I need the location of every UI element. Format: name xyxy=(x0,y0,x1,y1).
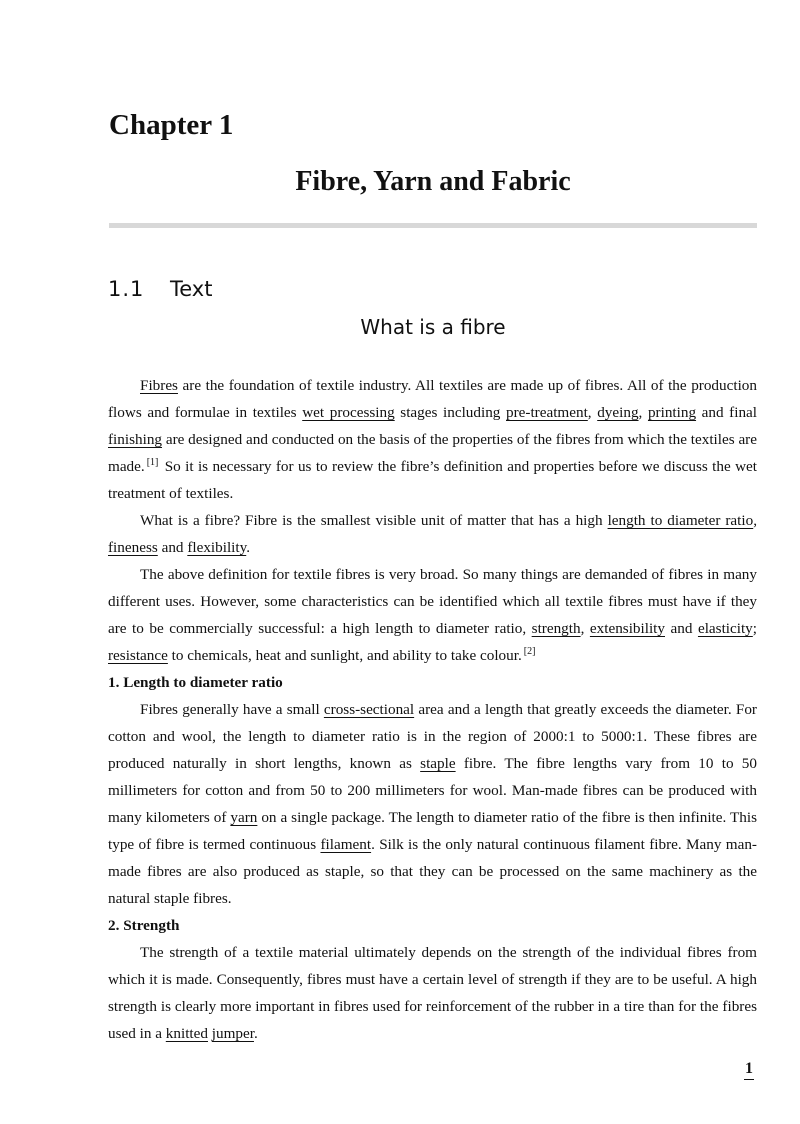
glossary-term: jumper xyxy=(211,1025,254,1042)
article-body xyxy=(108,372,757,1047)
text-run: What is a fibre? Fibre is the smallest visible unit of matter that has a high xyxy=(140,512,608,529)
text-run: , xyxy=(753,512,758,529)
page-number: 1 xyxy=(744,1059,754,1080)
glossary-term: finishing xyxy=(108,431,163,448)
article-title: What is a fibre xyxy=(360,315,506,339)
text-run: , xyxy=(638,404,648,421)
chapter-label: Chapter 1 xyxy=(109,109,234,141)
glossary-term: printing xyxy=(647,404,697,421)
glossary-term: knitted xyxy=(165,1025,208,1042)
section-title: Text xyxy=(170,277,213,301)
glossary-term: staple xyxy=(420,755,456,772)
chapter-title: Fibre, Yarn and Fabric xyxy=(295,166,571,197)
title-divider xyxy=(109,223,757,228)
glossary-term: extensibility xyxy=(589,620,665,637)
paragraph xyxy=(108,696,757,912)
glossary-term: strength xyxy=(531,620,581,637)
text-run: to chemicals, heat and sunlight, and ability to take colour. xyxy=(167,647,522,664)
text-run: are the foundation of textile industry. All textiles are made up of fibres. All of the production flows and formulae in textiles xyxy=(108,377,757,421)
glossary-term: Fibres xyxy=(140,377,178,394)
glossary-term: flexibility xyxy=(187,539,247,556)
text-run: area and a length that greatly exceeds the diameter. For cotton and wool, the length to diameter ratio is in the region of 2000:1 to 5000:1. These fibres are produced naturally in short lengths, known as xyxy=(108,701,757,772)
glossary-term: filament xyxy=(320,836,372,853)
text-run: ; xyxy=(752,620,758,637)
text-run: . xyxy=(246,539,251,556)
reference-mark: [1] xyxy=(146,457,159,468)
glossary-term: wet processing xyxy=(302,404,395,421)
paragraph xyxy=(108,561,757,669)
subheading-length-ratio: 1. Length to diameter ratio xyxy=(108,674,283,691)
section-heading xyxy=(108,274,212,304)
text-run: So it is necessary for us to review the fibre’s definition and properties before we discuss the wet treatment of textiles. xyxy=(108,458,757,502)
reference-mark: [2] xyxy=(523,646,536,657)
paragraph xyxy=(108,939,757,1047)
glossary-term: yarn xyxy=(230,809,258,826)
text-run: , xyxy=(587,404,598,421)
paragraph xyxy=(108,507,757,561)
paragraph xyxy=(108,372,757,507)
text-run: fibre. The fibre lengths vary from 10 to 50 millimeters for cotton and from 50 to 200 millimeters for wool. Man-made fibres can be produced with many kilometers of xyxy=(108,755,757,826)
text-run: . Silk is the only natural continuous filament fibre. Many man-made fibres are also produced as staple, so that they can be processed on the same machinery as the natural staple fibres. xyxy=(108,836,757,907)
glossary-term: resistance xyxy=(108,647,168,664)
text-run: and xyxy=(665,620,698,637)
text-run: , xyxy=(580,620,590,637)
section-number: 1.1 xyxy=(108,277,145,301)
text-run: The strength of a textile material ultimately depends on the strength of the individual fibres from which it is made. Consequently, fibres must have a certain level of strength if they are to be useful. A high strength is clearly more important in fibres used for reinforcement of the rubber in a tire than for the fibres used in a xyxy=(108,944,757,1042)
glossary-term: dyeing xyxy=(597,404,639,421)
text-run: on a single package. The length to diameter ratio of the fibre is then infinite. This type of fibre is termed continuous xyxy=(108,809,757,853)
text-run: are designed and conducted on the basis of the properties of the fibres from which the textiles are made. xyxy=(108,431,757,475)
text-run: Fibres generally have a small xyxy=(140,701,324,718)
subheading-strength: 2. Strength xyxy=(108,917,180,934)
text-run: stages including xyxy=(394,404,506,421)
text-run: . xyxy=(253,1025,258,1042)
text-run: and final xyxy=(696,404,758,421)
glossary-term: fineness xyxy=(108,539,158,556)
text-run: The above definition for textile fibres is very broad. So many things are demanded of fibres in many different uses. However, some characteristics can be identified which all textile fibres must have if they are to be commercially successful: a high length to diameter ratio, xyxy=(108,566,757,637)
glossary-term: elasticity xyxy=(697,620,753,637)
glossary-term: cross-sectional xyxy=(323,701,415,718)
glossary-term: length to diameter ratio xyxy=(607,512,754,529)
glossary-term: pre-treatment xyxy=(506,404,588,421)
text-run: and xyxy=(157,539,188,556)
